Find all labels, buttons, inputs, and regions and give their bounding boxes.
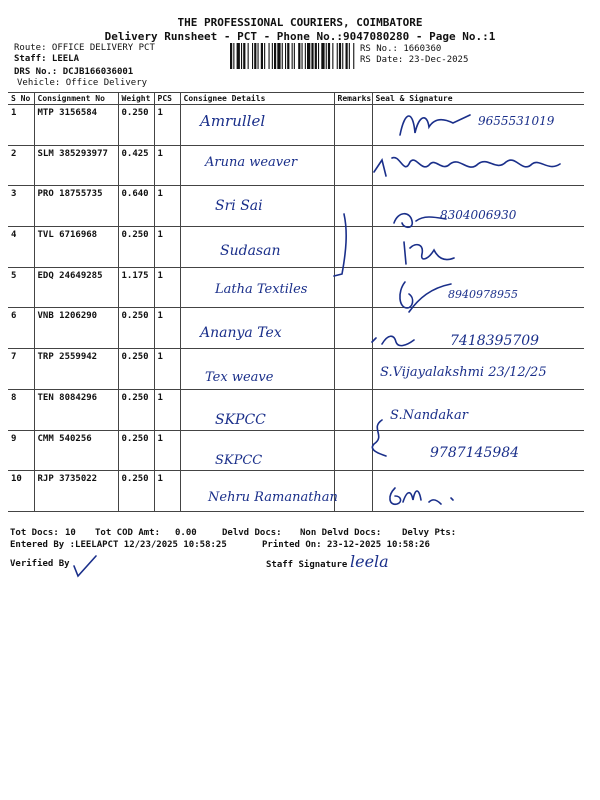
- cell-pcs: 1: [154, 389, 180, 430]
- runsheet-subtitle: Delivery Runsheet - PCT - Phone No.:9047080280 - Page No.:1: [104, 30, 496, 43]
- staff-signature: leela: [350, 552, 389, 571]
- handwritten-signature: 9655531019: [478, 114, 555, 128]
- handwritten-consignee: Sudasan: [220, 243, 281, 259]
- cell-pcs: 1: [154, 186, 180, 227]
- cell-weight: 0.250: [118, 227, 154, 268]
- delvd-docs-label: Delvd Docs:: [222, 528, 282, 538]
- cell-weight: 0.250: [118, 471, 154, 512]
- table-row: [8, 389, 584, 430]
- staff-signature-label: Staff Signature: [266, 560, 348, 570]
- col-remarks: Remarks: [334, 93, 372, 105]
- ink-bracket: [332, 212, 352, 278]
- table-row: [8, 227, 584, 268]
- cell-sno: 4: [8, 227, 34, 268]
- staff-label: Staff: LEELA: [14, 54, 80, 64]
- cell-consignment: TVL 6716968: [34, 227, 118, 268]
- cell-sno: 6: [8, 308, 34, 349]
- cell-weight: 0.250: [118, 308, 154, 349]
- cell-sno: 7: [8, 349, 34, 390]
- vehicle-label: Vehicle: Office Delivery: [17, 78, 148, 88]
- cell-weight: 0.250: [118, 389, 154, 430]
- col-signature: Seal & Signature: [372, 93, 584, 105]
- signature-scribble: [368, 330, 418, 350]
- signature-scribble: [395, 105, 475, 140]
- handwritten-consignee: Aruna weaver: [205, 155, 298, 170]
- handwritten-consignee: Tex weave: [205, 370, 274, 385]
- cell-consignment: SLM 385293977: [34, 145, 118, 186]
- handwritten-signature: S.Vijayalakshmi 23/12/25: [380, 365, 547, 380]
- col-weight: Weight: [118, 93, 154, 105]
- handwritten-signature: S.Nandakar: [390, 408, 468, 423]
- cell-remarks: [334, 471, 372, 512]
- cell-pcs: 1: [154, 308, 180, 349]
- handwritten-consignee: Amrullel: [200, 112, 266, 130]
- col-consignment: Consignment No: [34, 93, 118, 105]
- handwritten-signature: 8940978955: [448, 288, 518, 301]
- route-label: Route: OFFICE DELIVERY PCT: [14, 43, 155, 53]
- cell-consignment: RJP 3735022: [34, 471, 118, 512]
- cell-consignment: VNB 1206290: [34, 308, 118, 349]
- handwritten-consignee: Ananya Tex: [200, 325, 282, 341]
- cell-consignment: PRO 18755735: [34, 186, 118, 227]
- rs-date: RS Date: 23-Dec-2025: [360, 55, 469, 65]
- company-title: THE PROFESSIONAL COURIERS, COIMBATORE: [177, 16, 423, 29]
- cell-consignment: CMM 540256: [34, 430, 118, 471]
- handwritten-consignee: Latha Textiles: [215, 282, 308, 297]
- cell-consignment: EDQ 24649285: [34, 267, 118, 308]
- cell-pcs: 1: [154, 349, 180, 390]
- cell-sno: 10: [8, 471, 34, 512]
- col-sno: S No: [8, 93, 34, 105]
- signature-scribble: [385, 482, 465, 512]
- delvy-pts-label: Delvy Pts:: [402, 528, 457, 538]
- cell-sno: 1: [8, 105, 34, 146]
- cell-weight: 1.175: [118, 267, 154, 308]
- barcode-image: [230, 43, 355, 69]
- cell-pcs: 1: [154, 145, 180, 186]
- cell-remarks: [334, 145, 372, 186]
- drs-number: DRS No.: DCJB166036001: [14, 67, 134, 77]
- cell-remarks: [334, 308, 372, 349]
- cell-weight: 0.250: [118, 105, 154, 146]
- cell-consignment: TEN 8084296: [34, 389, 118, 430]
- cell-weight: 0.640: [118, 186, 154, 227]
- cell-sno: 2: [8, 145, 34, 186]
- signature-scribble: [395, 278, 455, 318]
- cell-pcs: 1: [154, 471, 180, 512]
- handwritten-consignee: SKPCC: [215, 453, 263, 468]
- cell-pcs: 1: [154, 105, 180, 146]
- cell-weight: 0.250: [118, 349, 154, 390]
- entered-by: Entered By :LEELAPCT 12/23/2025 10:58:25: [10, 540, 227, 550]
- col-pcs: PCS: [154, 93, 180, 105]
- cell-weight: 0.425: [118, 145, 154, 186]
- cell-remarks: [334, 105, 372, 146]
- tot-cod-label: Tot COD Amt:: [95, 528, 161, 538]
- printed-on: Printed On: 23-12-2025 10:58:26: [262, 540, 430, 550]
- ink-bracket: [366, 418, 392, 458]
- col-consignee: Consignee Details: [180, 93, 334, 105]
- cell-pcs: 1: [154, 227, 180, 268]
- verified-by-label: Verified By: [10, 559, 70, 569]
- cell-remarks: [334, 349, 372, 390]
- table-header-row: [8, 93, 584, 105]
- rs-number: RS No.: 1660360: [360, 44, 442, 54]
- handwritten-signature: 8304006930: [440, 208, 517, 222]
- cell-pcs: 1: [154, 267, 180, 308]
- handwritten-consignee: SKPCC: [215, 412, 266, 428]
- handwritten-signature: 7418395709: [450, 333, 540, 349]
- cell-pcs: 1: [154, 430, 180, 471]
- cell-sno: 9: [8, 430, 34, 471]
- cell-sno: 8: [8, 389, 34, 430]
- cell-sno: 3: [8, 186, 34, 227]
- cell-consignment: MTP 3156584: [34, 105, 118, 146]
- handwritten-consignee: Sri Sai: [215, 198, 263, 214]
- verified-checkmark: [70, 552, 100, 580]
- tot-cod-value: 0.00: [175, 528, 197, 538]
- cell-consignment: TRP 2559942: [34, 349, 118, 390]
- tot-docs-label: Tot Docs:: [10, 528, 59, 538]
- handwritten-consignee: Nehru Ramanathan: [208, 490, 338, 505]
- handwritten-signature: 9787145984: [430, 445, 520, 461]
- cell-sno: 5: [8, 267, 34, 308]
- cell-weight: 0.250: [118, 430, 154, 471]
- tot-docs-value: 10: [65, 528, 76, 538]
- signature-scribble: [370, 150, 570, 184]
- non-delvd-docs-label: Non Delvd Docs:: [300, 528, 382, 538]
- signature-scribble: [398, 238, 458, 268]
